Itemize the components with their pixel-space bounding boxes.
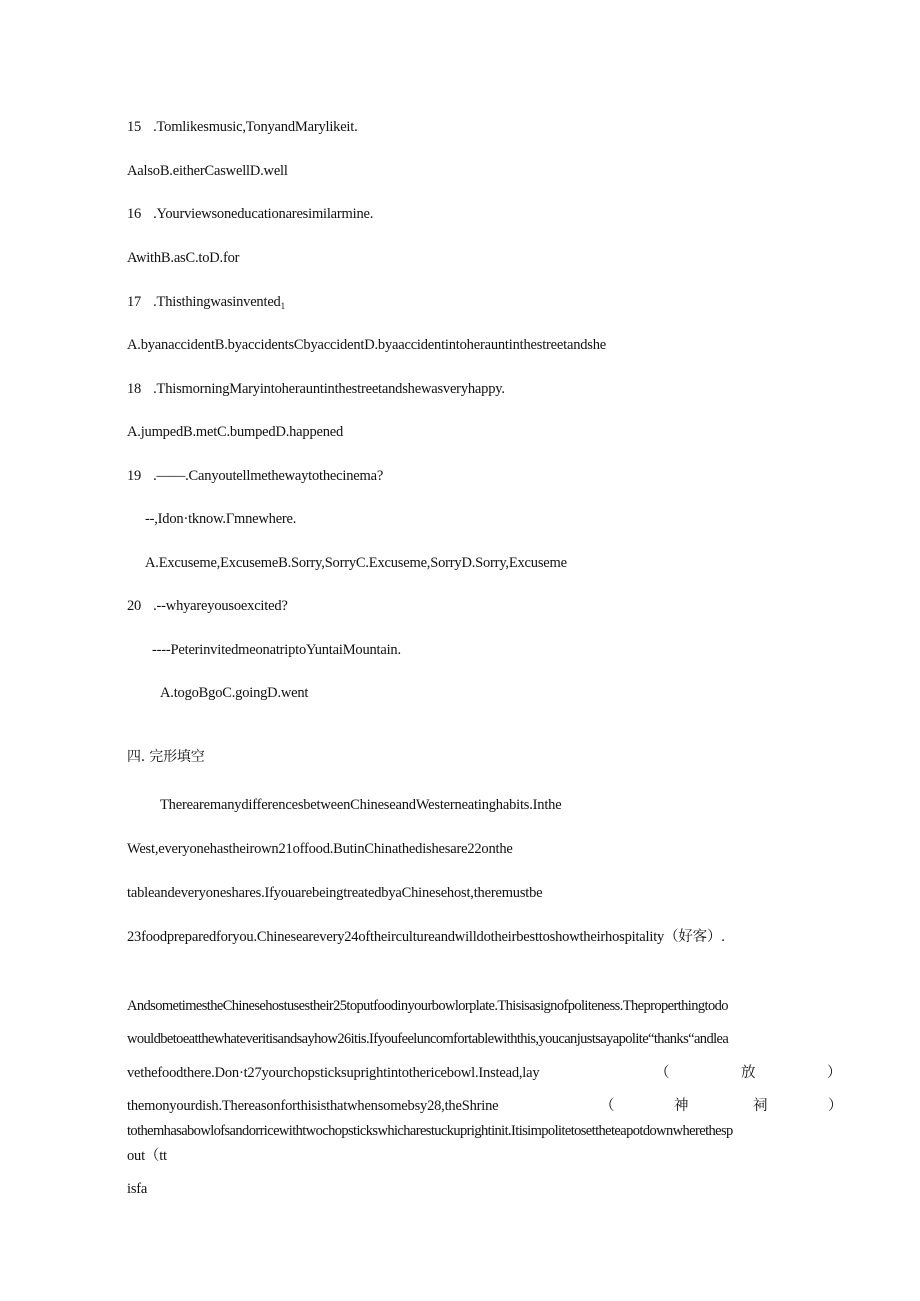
gloss-open: （: [600, 1098, 615, 1114]
question-number: 18: [127, 381, 142, 397]
passage-line-8: themonyourdish.Thereasonforthisisthatwhensomebsy28,theShrine: [127, 1098, 499, 1114]
passage-line-1: TherearemanydifferencesbetweenChineseandWesterneatinghabits.Inthe: [160, 797, 562, 813]
question-stem: .——.Canyoutellmethewaytothecinema?: [153, 468, 384, 484]
gloss-char: 神: [674, 1098, 689, 1114]
question-number: 16: [127, 206, 142, 222]
passage-line-3: tableandeveryoneshares.IfyouarebeingtreatedbyaChinesehost,theremustbe: [127, 885, 543, 901]
question-stem: .Thisthingwasinvented: [153, 294, 281, 310]
passage-line-7: vethefoodthere.Don·t27yourchopsticksuprightintothericebowl.Instead,lay: [127, 1065, 540, 1081]
question-18-options: A.jumpedB.metC.bumpedD.happened: [127, 424, 344, 440]
gloss-close: ）: [828, 1098, 843, 1114]
question-number: 17: [127, 294, 142, 310]
question-17-options: A.byanaccidentB.byaccidentsCbyaccidentD.byaaccidentintoherauntinthestreetandshe: [127, 337, 607, 353]
gloss-char: 祠: [753, 1098, 768, 1114]
passage-line-9: tothemhasabowlofsandorricewithtwochopstickswhicharestuckuprightinit.Itisimpolitetosettheteapotdownwherethesp: [127, 1123, 733, 1139]
question-18: [127, 380, 505, 398]
passage-line-11: isfa: [127, 1181, 148, 1197]
question-17: [127, 293, 285, 315]
passage-line-10: out（tt: [127, 1148, 167, 1164]
question-16: [127, 205, 373, 223]
question-number: 20: [127, 598, 142, 614]
question-stem: .ThismorningMaryintoherauntinthestreetandshewasveryhappy.: [153, 381, 505, 397]
question-19: [127, 467, 383, 485]
gloss-close: ）: [827, 1065, 842, 1081]
question-20: [127, 597, 288, 615]
question-stem: .Yourviewsoneducationaresimilarmine.: [153, 206, 374, 222]
passage-line-4: 23foodpreparedforyou.Chinesearevery24oftheircultureandwilldotheirbesttoshowtheirhospitality（好客）.: [127, 929, 725, 945]
question-19-options: A.Excuseme,ExcusemeB.Sorry,SorryC.Excuseme,SorryD.Sorry,Excuseme: [145, 555, 567, 571]
question-stem: .Tomlikesmusic,TonyandMarylikeit.: [153, 119, 358, 135]
question-20-options: A.togoBgoC.goingD.went: [160, 685, 309, 701]
stem-mark: 1: [280, 301, 285, 311]
question-19-reply: --,Idon·tknow.Γmnewhere.: [145, 511, 297, 527]
passage-line-2: West,everyonehastheirown21offood.ButinChinathedishesare22onthe: [127, 841, 513, 857]
section-title: 四. 完形填空: [127, 749, 205, 765]
question-number: 19: [127, 468, 142, 484]
gloss-char: 放: [741, 1065, 756, 1081]
gloss-open: （: [655, 1065, 670, 1081]
question-stem: .--whyareyousoexcited?: [153, 598, 288, 614]
question-number: 15: [127, 119, 142, 135]
passage-line-6: wouldbetoeatthewhateveritisandsayhow26itis.Ifyoufeeluncomfortablewiththis,youcanjustsayapolite“thanks“andlea: [127, 1031, 729, 1047]
question-15: [127, 118, 358, 136]
question-20-reply: ----PeterinvitedmeonatriptoYuntaiMountain.: [152, 642, 401, 658]
passage-line-5: AndsometimestheChinesehostusestheir25toputfoodinyourbowlorplate.Thisisasignofpoliteness.Theproperthingtodo: [127, 998, 728, 1014]
question-15-options: AalsoB.eitherCaswellD.well: [127, 163, 288, 179]
question-16-options: AwithB.asC.toD.for: [127, 250, 240, 266]
